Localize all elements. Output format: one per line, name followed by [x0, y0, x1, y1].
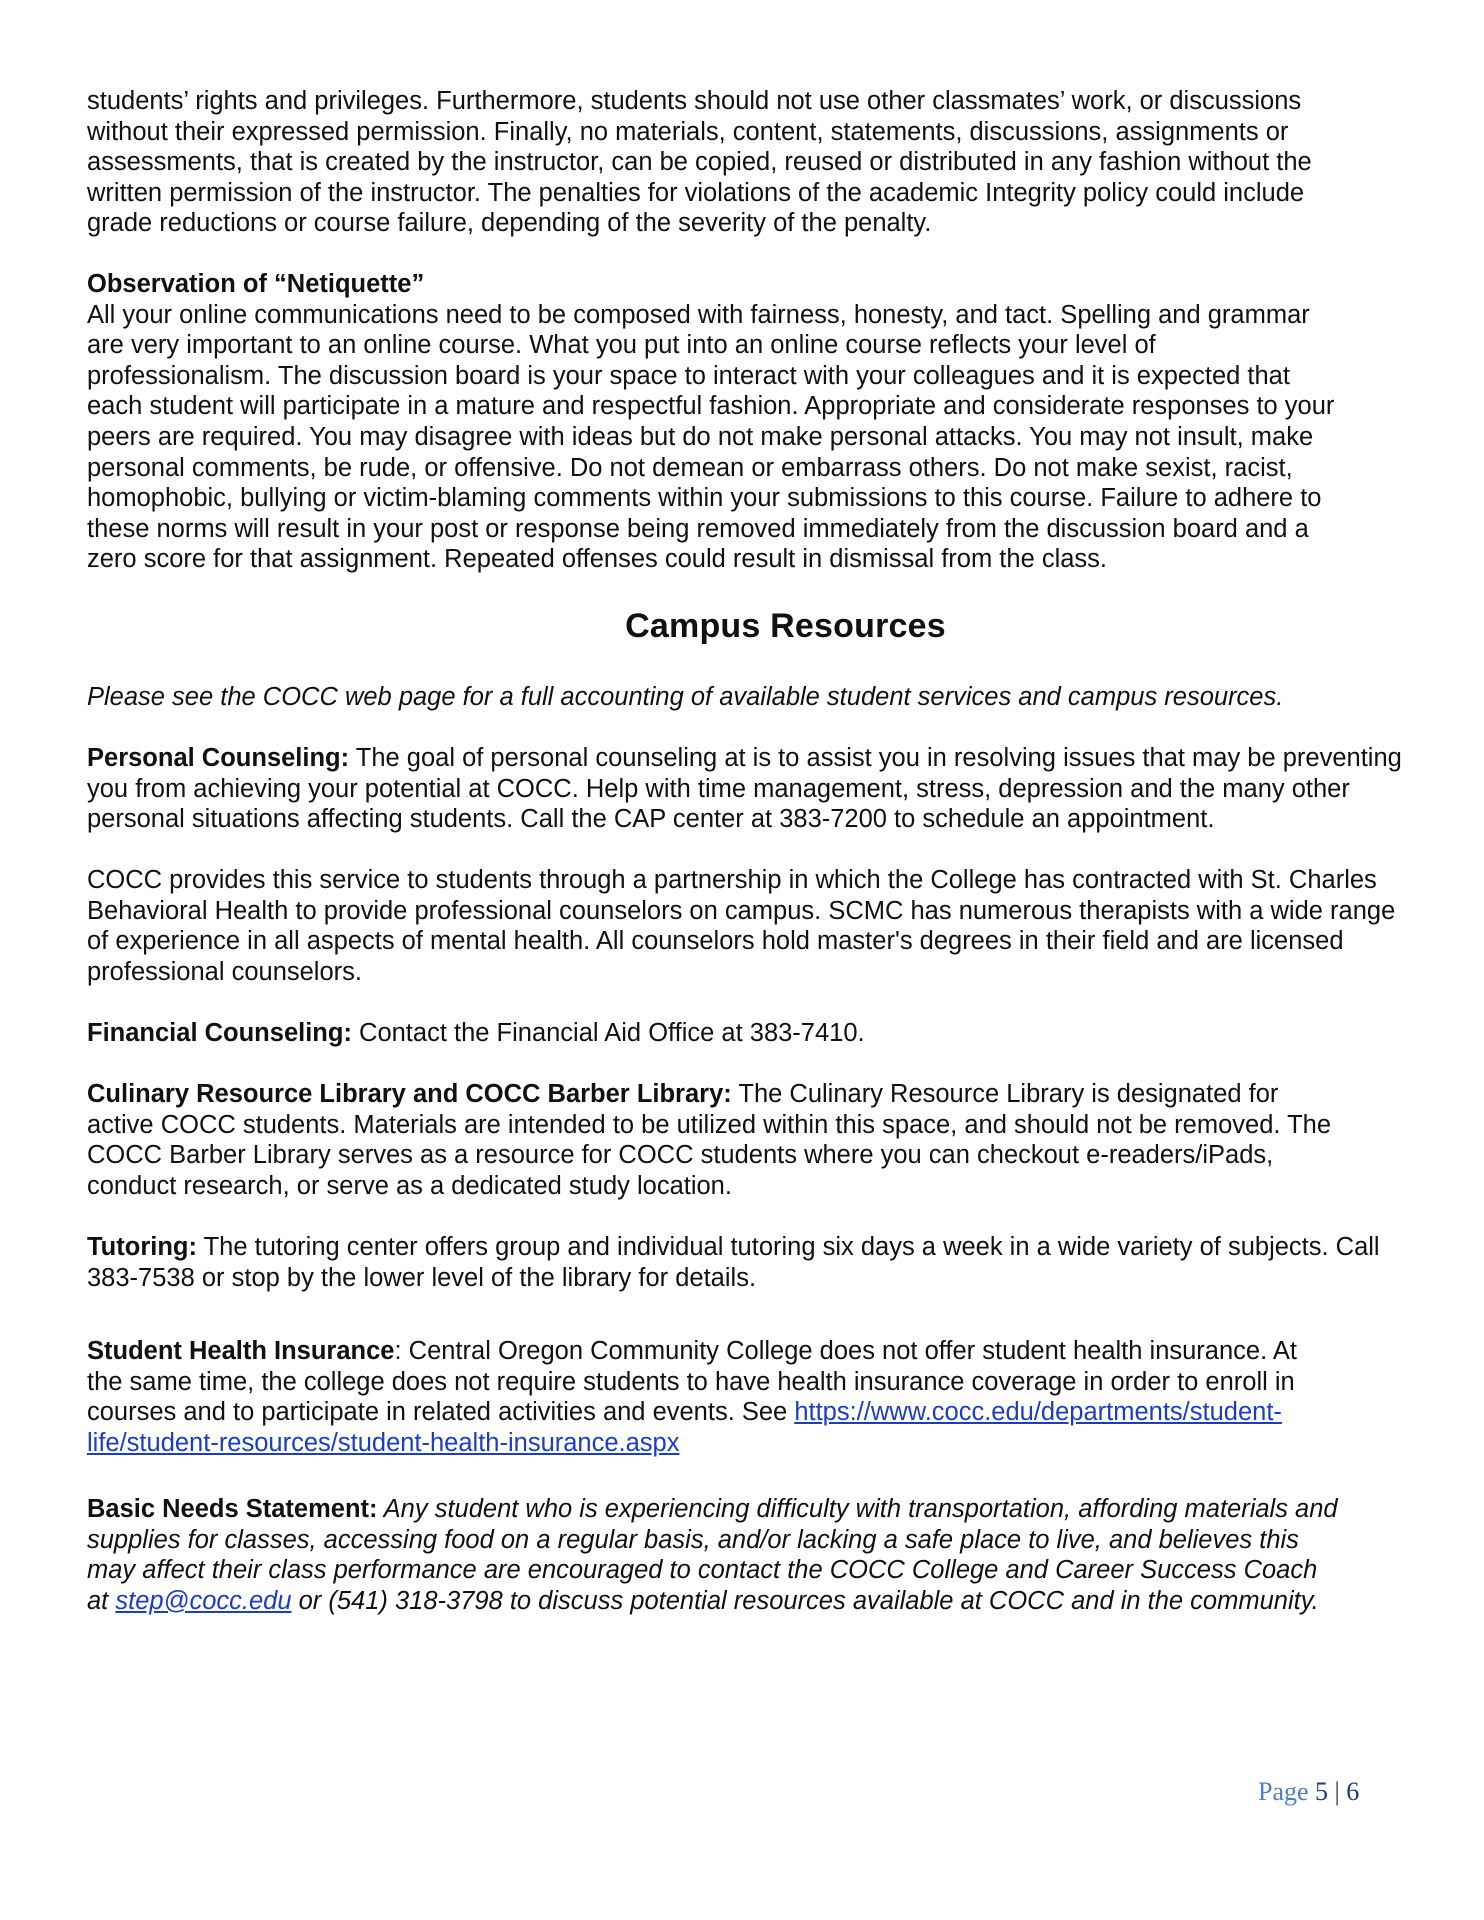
text-line: conduct research, or serve as a dedicated study location.	[87, 1171, 732, 1200]
text-line: All your online communications need to be composed with fairness, honesty, and tact. Spelling and grammar	[87, 300, 1310, 329]
text-line: students’ rights and privileges. Furthermore, students should not use other classmates’ work, or discussions	[87, 87, 1302, 115]
page-number-footer	[1258, 1777, 1359, 1807]
text-line: these norms will result in your post or response being removed immediately from the discussion board and a	[87, 514, 1309, 543]
health-insurance-link[interactable]: https://www.cocc.edu/departments/student-	[794, 1398, 1282, 1427]
library-paragraph	[87, 1079, 1467, 1201]
text-line: active COCC students. Materials are intended to be utilized within this space, and should not be removed. The	[87, 1110, 1332, 1139]
text-line: supplies for classes, accessing food on a regular basis, and/or lacking a safe place to live, and believes this	[87, 1525, 1299, 1554]
text-line: zero score for that assignment. Repeated offenses could result in dismissal from the class.	[87, 545, 1108, 574]
text-line: COCC Barber Library serves as a resource for COCC students where you can checkout e-readers/iPads,	[87, 1141, 1274, 1170]
netiquette-section	[87, 269, 1467, 575]
health-insurance-paragraph	[87, 1336, 1467, 1458]
total-pages: 6	[1346, 1777, 1360, 1806]
text-line: may affect their class performance are encouraged to contact the COCC College and Career Success Coach	[87, 1556, 1318, 1585]
text-line: of experience in all aspects of mental health. All counselors hold master's degrees in their field and are licensed	[87, 927, 1344, 956]
tutoring-label: Tutoring:	[87, 1233, 197, 1261]
text-run: Any student who is experiencing difficulty with transportation, affording materials and	[377, 1495, 1338, 1523]
health-insurance-label: Student Health Insurance	[87, 1337, 395, 1365]
text-run: or (541) 318-3798 to discuss potential resources available at COCC and in the community.	[291, 1586, 1319, 1615]
text-line: professional counselors.	[87, 957, 362, 986]
campus-resources-heading: Campus Resources	[625, 607, 946, 645]
text-run: Contact the Financial Aid Office at 383-7410.	[351, 1019, 865, 1047]
financial-counseling-paragraph	[87, 1018, 1467, 1049]
netiquette-heading: Observation of “Netiquette”	[87, 270, 425, 298]
text-line: personal situations affecting students. Call the CAP center at 383-7200 to schedule an appointment.	[87, 805, 1215, 834]
text-line: are very important to an online course. What you put into an online course reflects your level of	[87, 331, 1156, 360]
financial-counseling-label: Financial Counseling:	[87, 1019, 352, 1047]
page-separator: |	[1328, 1777, 1347, 1806]
current-page-number: 5	[1315, 1777, 1329, 1806]
text-line: written permission of the instructor. The penalties for violations of the academic Integrity policy could include	[87, 178, 1305, 207]
basic-needs-label: Basic Needs Statement:	[87, 1495, 378, 1523]
text-run: The Culinary Resource Library is designated for	[731, 1080, 1279, 1108]
basic-needs-paragraph	[87, 1494, 1467, 1616]
text-line: peers are required. You may disagree with ideas but do not make personal attacks. You may not insult, make	[87, 422, 1314, 451]
health-insurance-link-continued[interactable]: life/student-resources/student-health-insurance.aspx	[87, 1428, 680, 1457]
library-label: Culinary Resource Library and COCC Barber Library:	[87, 1080, 732, 1108]
text-run: The tutoring center offers group and individual tutoring six days a week in a wide variety of subjects. Call	[196, 1233, 1380, 1261]
text-line: COCC provides this service to students through a partnership in which the College has contracted with St. Charles	[87, 866, 1377, 894]
text-line: the same time, the college does not require students to have health insurance coverage in order to enroll in	[87, 1367, 1295, 1396]
text-line: Behavioral Health to provide professional counselors on campus. SCMC has numerous therapists with a wide range	[87, 896, 1396, 925]
text-line: homophobic, bullying or victim-blaming comments within your submissions to this course. Failure to adhere to	[87, 484, 1322, 513]
text-run: The goal of personal counseling at is to assist you in resolving issues that may be preventing	[349, 744, 1402, 772]
campus-resources-intro	[87, 682, 1467, 713]
text-run: courses and to participate in related activities and events. See	[87, 1398, 795, 1427]
text-line: personal comments, be rude, or offensive. Do not demean or embarrass others. Do not make sexist, racist,	[87, 453, 1293, 482]
personal-counseling-label: Personal Counseling:	[87, 744, 350, 772]
text-line: you from achieving your potential at COCC. Help with time management, stress, depression and the many other	[87, 774, 1350, 803]
tutoring-paragraph	[87, 1232, 1467, 1293]
text-line: grade reductions or course failure, depending of the severity of the penalty.	[87, 209, 932, 238]
text-line: assessments, that is created by the instructor, can be copied, reused or distributed in any fashion without the	[87, 148, 1312, 177]
text-line: each student will participate in a mature and respectful fashion. Appropriate and considerate responses to your	[87, 392, 1335, 421]
text-run: : Central Oregon Community College does not offer student health insurance. At	[394, 1337, 1297, 1365]
counseling-partnership-paragraph	[87, 865, 1467, 987]
personal-counseling-paragraph	[87, 743, 1467, 835]
email-link[interactable]: step@cocc.edu	[115, 1586, 292, 1615]
page-label: Page	[1258, 1777, 1316, 1806]
text-line: 383-7538 or stop by the lower level of the library for details.	[87, 1263, 757, 1292]
text-line: professionalism. The discussion board is your space to interact with your colleagues and it is expected that	[87, 361, 1290, 390]
text-run: at	[87, 1586, 116, 1615]
text-line: Please see the COCC web page for a full accounting of available student services and campus resources.	[87, 683, 1284, 711]
text-line: without their expressed permission. Finally, no materials, content, statements, discussions, assignments or	[87, 117, 1289, 146]
academic-integrity-paragraph	[87, 86, 1467, 239]
